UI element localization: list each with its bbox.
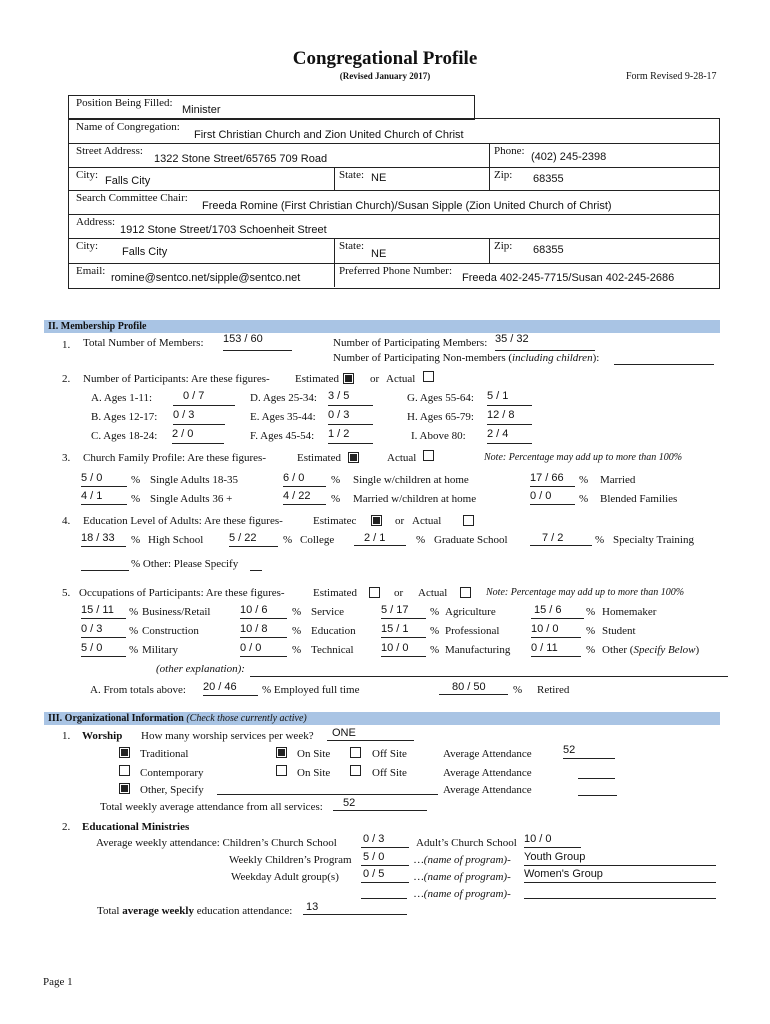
- other-worship-checkbox[interactable]: [119, 783, 130, 794]
- off-site-checkbox[interactable]: [350, 765, 361, 776]
- occupation-field[interactable]: 5 / 0: [81, 642, 126, 657]
- off-site-label: Off Site: [372, 748, 407, 760]
- total-weekly-field[interactable]: 52: [333, 797, 427, 811]
- occupation-label: Education: [311, 625, 356, 637]
- estimated-label: Estimated: [297, 452, 341, 464]
- from-totals-label: A. From totals above:: [90, 684, 186, 696]
- address-field[interactable]: 1912 Stone Street/1703 Schoenheit Street: [120, 224, 327, 236]
- age-field[interactable]: 3 / 5: [328, 390, 373, 406]
- row-divider: [68, 238, 720, 239]
- education-other-label: % Other: Please Specify: [131, 558, 239, 570]
- age-label: E. Ages 35-44:: [250, 411, 316, 423]
- education-field[interactable]: 7 / 2: [530, 532, 592, 546]
- state2-field[interactable]: NE: [371, 248, 387, 260]
- occupation-field[interactable]: 10 / 8: [240, 623, 287, 638]
- off-site-label: Off Site: [372, 767, 407, 779]
- percentage-note: Note: Percentage may add up to more than 100%: [486, 587, 685, 598]
- occupation-field[interactable]: 10 / 0: [531, 623, 581, 638]
- city2-label: City:: [76, 240, 99, 252]
- weekday-adult-label: Weekday Adult group(s): [231, 871, 339, 883]
- education-label: College: [300, 534, 335, 546]
- congregation-label: Name of Congregation:: [76, 121, 180, 133]
- actual-label: Actual: [386, 373, 416, 385]
- education-label: Graduate School: [434, 534, 508, 546]
- nonmembers-label-c: ):: [592, 352, 600, 364]
- occupation-field[interactable]: 0 / 11: [531, 642, 581, 657]
- revised-date: (Revised January 2017): [339, 71, 431, 81]
- nonmembers-field[interactable]: [614, 351, 714, 365]
- age-label: B. Ages 12-17:: [91, 411, 158, 423]
- row-divider: [68, 143, 720, 144]
- age-field[interactable]: 2 / 4: [487, 428, 532, 444]
- avg-attendance-label: Average Attendance: [443, 767, 532, 779]
- age-label: A. Ages 1-11:: [91, 392, 153, 404]
- occupation-other-tail: ): [695, 644, 700, 656]
- pct-sign: %: [416, 534, 426, 546]
- pct-sign: %: [331, 474, 341, 486]
- occupation-field[interactable]: 0 / 0: [240, 642, 287, 657]
- estimated-checkbox[interactable]: [348, 452, 359, 463]
- pref-phone-field[interactable]: Freeda 402-245-7715/Susan 402-245-2686: [462, 272, 675, 284]
- row-divider: [68, 167, 720, 168]
- avg-attendance-label: Average Attendance: [443, 748, 532, 760]
- org-header-title: III. Organizational Information: [48, 713, 184, 724]
- org-header-note: (Check those currently active): [186, 713, 307, 724]
- actual-checkbox[interactable]: [423, 450, 434, 461]
- education-label: Specialty Training: [613, 534, 694, 546]
- q2-number: 2.: [62, 373, 71, 385]
- actual-label: Actual: [412, 515, 442, 527]
- total-members-label: Total Number of Members:: [83, 337, 204, 349]
- phone-field[interactable]: (402) 245-2398: [531, 151, 607, 163]
- age-field[interactable]: 0 / 7: [173, 390, 235, 406]
- email-label: Email:: [76, 265, 106, 277]
- age-field[interactable]: 1 / 2: [328, 428, 373, 444]
- zip-label: Zip:: [494, 169, 513, 181]
- street-field[interactable]: 1322 Stone Street/65765 709 Road: [154, 153, 328, 165]
- edu-ministries-label: Educational Ministries: [82, 821, 190, 833]
- occupation-label: Military: [142, 644, 179, 656]
- family-field[interactable]: 5 / 0: [81, 472, 127, 487]
- age-field[interactable]: 12 / 8: [487, 409, 532, 425]
- pref-phone-label: Preferred Phone Number:: [339, 265, 453, 277]
- estimated-label: Estimated: [295, 373, 339, 385]
- estimated-checkbox[interactable]: [343, 373, 354, 384]
- occupation-label: Service: [311, 606, 344, 618]
- age-label: G. Ages 55-64:: [407, 392, 474, 404]
- nonmembers-label-b: including children: [512, 352, 593, 364]
- name-of-program-label: …(name of program)-: [414, 871, 511, 883]
- pct-sign: %: [283, 534, 293, 546]
- off-site-checkbox[interactable]: [350, 747, 361, 758]
- congregation-field[interactable]: First Christian Church and Zion United Church of Christ: [194, 129, 464, 141]
- other-worship-field[interactable]: [217, 782, 438, 795]
- pct-sign: %: [129, 644, 139, 656]
- actual-label: Actual: [418, 587, 448, 599]
- on-site-checkbox[interactable]: [276, 765, 287, 776]
- occupation-label: Professional: [445, 625, 500, 637]
- occupation-field[interactable]: 10 / 0: [381, 642, 426, 657]
- total-members-field[interactable]: 153 / 60: [223, 333, 292, 351]
- col-divider: [489, 238, 490, 263]
- col-divider: [489, 167, 490, 190]
- actual-label: Actual: [387, 452, 417, 464]
- row-divider: [68, 263, 720, 264]
- col-divider: [489, 143, 490, 167]
- q5-number: 5.: [62, 587, 71, 599]
- participating-members-label: Number of Participating Members:: [333, 337, 488, 349]
- family-field[interactable]: 4 / 1: [81, 490, 127, 505]
- adult-school-field[interactable]: 10 / 0: [524, 833, 581, 848]
- occupation-label: Manufacturing: [445, 644, 511, 656]
- zip2-field[interactable]: 68355: [533, 244, 564, 256]
- avg-attendance-field[interactable]: [578, 783, 617, 796]
- pct-sign: %: [595, 534, 605, 546]
- q4-number: 4.: [62, 515, 71, 527]
- weekday-adult-field[interactable]: [361, 886, 407, 899]
- occupation-field[interactable]: 15 / 11: [81, 604, 126, 619]
- education-field[interactable]: 2 / 1: [354, 532, 406, 546]
- worship-label: Worship: [82, 730, 123, 742]
- traditional-label: Traditional: [140, 748, 189, 760]
- actual-checkbox[interactable]: [463, 515, 474, 526]
- program-field[interactable]: Women's Group: [524, 868, 716, 883]
- state-label: State:: [339, 169, 365, 181]
- education-field[interactable]: 5 / 22: [229, 532, 278, 547]
- address-label: Address:: [76, 216, 116, 228]
- occupation-label: Homemaker: [602, 606, 657, 618]
- or-label: or: [394, 587, 404, 599]
- occupation-other-label: [602, 644, 699, 656]
- family-label: Married w/children at home: [353, 493, 477, 505]
- family-label: Single Adults 36 +: [150, 493, 233, 505]
- row-divider: [68, 190, 720, 191]
- education-other-specify[interactable]: [250, 560, 262, 571]
- family-field[interactable]: 17 / 66: [530, 472, 575, 487]
- q3-number: 3.: [62, 452, 71, 464]
- services-field[interactable]: ONE: [327, 727, 414, 741]
- age-label: H. Ages 65-79:: [407, 411, 474, 423]
- education-field[interactable]: 18 / 33: [81, 532, 126, 547]
- occupation-label: Business/Retail: [142, 606, 211, 618]
- occupation-other-italic: Specify Below: [633, 644, 696, 656]
- page-title: Congregational Profile: [292, 48, 478, 69]
- percentage-note: Note: Percentage may add up to more than 100%: [484, 452, 683, 463]
- position-label: Position Being Filled:: [76, 97, 173, 109]
- age-label: I. Above 80:: [411, 430, 466, 442]
- age-label: C. Ages 18-24:: [91, 430, 158, 442]
- education-other-field[interactable]: [81, 558, 129, 571]
- estimated-label: Estimated: [313, 587, 357, 599]
- occupation-field[interactable]: 10 / 6: [240, 604, 287, 619]
- pct-sign: %: [131, 474, 141, 486]
- pct-sign: %: [129, 625, 139, 637]
- family-question: Church Family Profile: Are these figures-: [83, 452, 266, 464]
- zip-field[interactable]: 68355: [533, 173, 564, 185]
- contemporary-checkbox[interactable]: [119, 765, 130, 776]
- weekday-adult-field[interactable]: 0 / 5: [361, 868, 409, 883]
- total-edu-label-a: Total: [97, 905, 123, 917]
- position-field[interactable]: Minister: [182, 104, 221, 116]
- employed-label: % Employed full time: [262, 684, 360, 696]
- occupation-label: Student: [602, 625, 636, 637]
- occupation-field[interactable]: 15 / 6: [531, 604, 584, 619]
- city-label: City:: [76, 169, 99, 181]
- occupation-field[interactable]: 15 / 1: [381, 623, 426, 638]
- org-q2-number: 2.: [62, 821, 71, 833]
- estimated-label: Estimatec: [313, 515, 357, 527]
- col-divider: [334, 238, 335, 287]
- state2-label: State:: [339, 240, 365, 252]
- avg-attendance-field[interactable]: [578, 766, 615, 779]
- family-field[interactable]: 6 / 0: [283, 472, 326, 487]
- on-site-label: On Site: [297, 767, 331, 779]
- from-totals-field[interactable]: 20 / 46: [203, 681, 258, 696]
- occupation-label: Agriculture: [445, 606, 496, 618]
- occupation-question: Occupations of Participants: Are these figures-: [79, 587, 285, 599]
- occupation-label: Technical: [311, 644, 354, 656]
- state-field[interactable]: NE: [371, 172, 387, 184]
- org-q1-number: 1.: [62, 730, 71, 742]
- pct-sign: %: [131, 493, 141, 505]
- q1-number: 1.: [62, 339, 71, 351]
- other-worship-label: Other, Specify: [140, 784, 204, 796]
- org-section-header: [44, 712, 720, 725]
- phone-label: Phone:: [494, 145, 525, 157]
- family-label: Single w/children at home: [353, 474, 469, 486]
- pct-sign: %: [292, 606, 302, 618]
- retired-label: Retired: [537, 684, 570, 696]
- program-field[interactable]: Youth Group: [524, 851, 716, 866]
- age-field[interactable]: 0 / 3: [328, 409, 373, 425]
- retired-field[interactable]: 80 / 50: [439, 681, 508, 695]
- estimated-checkbox[interactable]: [371, 515, 382, 526]
- pct-sign: %: [430, 644, 440, 656]
- street-label: Street Address:: [76, 145, 143, 157]
- chair-field[interactable]: Freeda Romine (First Christian Church)/Susan Sipple (Zion United Church of Christ): [202, 200, 612, 212]
- on-site-label: On Site: [297, 748, 331, 760]
- occupation-label: Other (: [602, 644, 634, 656]
- services-label: How many worship services per week?: [141, 730, 314, 742]
- city-field[interactable]: Falls City: [105, 175, 151, 187]
- pct-sign: %: [131, 534, 141, 546]
- total-edu-field[interactable]: 13: [303, 901, 407, 915]
- total-edu-label-c: education attendance:: [193, 905, 293, 917]
- nonmembers-label-a: Number of Participating Non-members (: [333, 352, 513, 364]
- contemporary-label: Contemporary: [140, 767, 204, 779]
- or-label: or: [370, 373, 380, 385]
- page-number: Page 1: [43, 976, 73, 988]
- family-label: Single Adults 18-35: [150, 474, 239, 486]
- program-field[interactable]: [524, 886, 716, 899]
- weekly-children-field[interactable]: 5 / 0: [361, 851, 409, 866]
- family-field[interactable]: 4 / 22: [283, 490, 326, 505]
- education-question: Education Level of Adults: Are these figures-: [83, 515, 283, 527]
- occupation-label: Construction: [142, 625, 199, 637]
- pct-sign: %: [579, 493, 589, 505]
- nonmembers-label: [333, 352, 599, 364]
- pct-sign: %: [129, 606, 139, 618]
- actual-checkbox[interactable]: [423, 371, 434, 382]
- pct-sign: %: [292, 625, 302, 637]
- row-divider: [68, 214, 720, 215]
- family-label: Blended Families: [600, 493, 678, 505]
- or-label: or: [395, 515, 405, 527]
- occupation-field[interactable]: 0 / 3: [81, 623, 126, 638]
- children-school-label: Average weekly attendance: Children’s Church School: [96, 837, 337, 849]
- chair-label: Search Committee Chair:: [76, 192, 188, 204]
- estimated-checkbox[interactable]: [369, 587, 380, 598]
- participating-members-field[interactable]: 35 / 32: [495, 333, 595, 351]
- pct-sign: %: [586, 606, 596, 618]
- avg-attendance-label: Average Attendance: [443, 784, 532, 796]
- education-label: High School: [148, 534, 204, 546]
- city2-field[interactable]: Falls City: [122, 246, 168, 258]
- pct-sign: %: [292, 644, 302, 656]
- occupation-field[interactable]: 5 / 17: [381, 604, 426, 619]
- pct-sign: %: [579, 474, 589, 486]
- pct-sign: %: [513, 684, 523, 696]
- pct-sign: %: [331, 493, 341, 505]
- form-revised: Form Revised 9-28-17: [626, 71, 717, 82]
- avg-attendance-field[interactable]: 52: [563, 744, 615, 759]
- participants-question: Number of Participants: Are these figures-: [83, 373, 270, 385]
- total-edu-label-b: average weekly: [122, 905, 194, 917]
- age-field[interactable]: 5 / 1: [487, 390, 532, 406]
- pct-sign: %: [430, 606, 440, 618]
- on-site-checkbox[interactable]: [276, 747, 287, 758]
- name-of-program-label: …(name of program)-: [414, 854, 511, 866]
- total-weekly-label: Total weekly average attendance from all services:: [100, 801, 323, 813]
- other-explanation-field[interactable]: [250, 664, 728, 677]
- family-label: Married: [600, 474, 636, 486]
- actual-checkbox[interactable]: [460, 587, 471, 598]
- total-edu-label: [97, 905, 292, 917]
- pct-sign: %: [586, 625, 596, 637]
- age-field[interactable]: 2 / 0: [172, 428, 224, 444]
- age-field[interactable]: 0 / 3: [173, 409, 225, 425]
- children-school-field[interactable]: 0 / 3: [361, 833, 409, 848]
- weekly-children-label: Weekly Children’s Program: [229, 854, 352, 866]
- pct-sign: %: [586, 644, 596, 656]
- age-label: F. Ages 45-54:: [250, 430, 315, 442]
- membership-section-header: II. Membership Profile: [44, 320, 720, 333]
- traditional-checkbox[interactable]: [119, 747, 130, 758]
- adult-school-label: Adult’s Church School: [416, 837, 517, 849]
- zip2-label: Zip:: [494, 240, 513, 252]
- email-field[interactable]: romine@sentco.net/sipple@sentco.net: [111, 272, 301, 284]
- other-explanation-label: (other explanation):: [156, 663, 245, 675]
- age-label: D. Ages 25-34:: [250, 392, 317, 404]
- family-field[interactable]: 0 / 0: [530, 490, 575, 505]
- pct-sign: %: [430, 625, 440, 637]
- col-divider: [334, 167, 335, 190]
- name-of-program-label: …(name of program)-: [414, 888, 511, 900]
